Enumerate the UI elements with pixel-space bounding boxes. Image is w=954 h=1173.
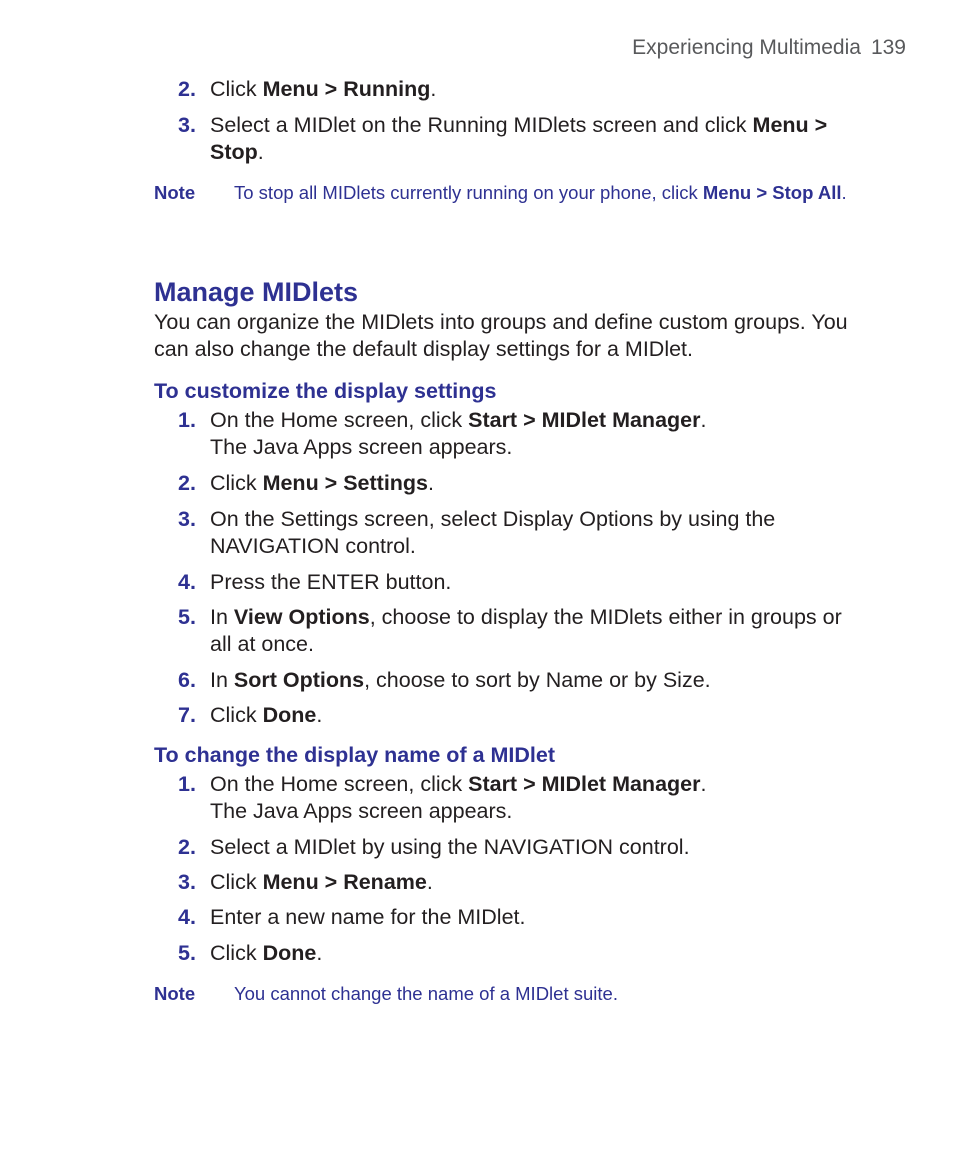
step-number: 3. — [178, 113, 196, 137]
step-text: On the Home screen, click Start > MIDlet Manager. The Java Apps screen appears. — [210, 772, 707, 823]
step-number: 4. — [178, 905, 196, 929]
step-number: 2. — [178, 77, 196, 101]
step-number: 1. — [178, 772, 196, 796]
list-item — [178, 112, 828, 164]
list-item — [178, 470, 434, 497]
step-text: Click Done. — [210, 703, 323, 727]
step-text: Click Menu > Settings. — [210, 471, 434, 495]
note-text: You cannot change the name of a MIDlet suite. — [234, 983, 618, 1004]
step-text: Click Menu > Running. — [210, 77, 437, 101]
note — [154, 181, 847, 205]
list-item — [178, 869, 433, 896]
list-item — [178, 940, 323, 967]
note — [154, 982, 618, 1006]
list-item — [178, 569, 452, 596]
step-number: 3. — [178, 870, 196, 894]
step-number: 2. — [178, 835, 196, 859]
step-number: 6. — [178, 668, 196, 692]
note-label: Note — [154, 983, 196, 1004]
note-text: To stop all MIDlets currently running on your phone, click Menu > Stop All. — [234, 182, 847, 203]
step-text: Click Menu > Rename. — [210, 870, 433, 894]
list-item — [178, 76, 437, 103]
step-text: Click Done. — [210, 941, 323, 965]
step-number: 7. — [178, 703, 196, 727]
step-number: 5. — [178, 941, 196, 965]
list-item — [178, 407, 707, 459]
step-number: 5. — [178, 605, 196, 629]
list-item — [178, 702, 323, 729]
list-item — [178, 667, 711, 694]
step-number: 4. — [178, 570, 196, 594]
section-intro: You can organize the MIDlets into groups and define custom groups. You can also change the default display settings for a MIDlet. — [154, 310, 848, 361]
step-text: In Sort Options, choose to sort by Name or by Size. — [210, 668, 711, 692]
section-title: Manage MIDlets — [154, 277, 359, 307]
step-text: On the Settings screen, select Display Options by using the NAVIGATION control. — [210, 507, 776, 558]
step-text: Enter a new name for the MIDlet. — [210, 905, 526, 929]
list-item — [178, 604, 842, 656]
page-number: 139 — [870, 36, 906, 59]
procedure-heading: To customize the display settings — [154, 379, 497, 403]
list-item — [178, 506, 776, 558]
header-section-title: Experiencing Multimedia — [632, 36, 861, 59]
step-number: 2. — [178, 471, 196, 495]
list-item — [178, 771, 707, 823]
list-item — [178, 904, 526, 931]
step-number: 3. — [178, 507, 196, 531]
step-text: Press the ENTER button. — [210, 570, 452, 594]
step-text: Select a MIDlet on the Running MIDlets screen and click Menu > Stop. — [210, 113, 828, 164]
step-text: Select a MIDlet by using the NAVIGATION control. — [210, 835, 690, 859]
list-item — [178, 834, 690, 861]
step-number: 1. — [178, 408, 196, 432]
procedure-heading: To change the display name of a MIDlet — [154, 743, 556, 767]
step-text: In View Options, choose to display the MIDlets either in groups or all at once. — [210, 605, 842, 656]
note-label: Note — [154, 182, 196, 203]
step-text: On the Home screen, click Start > MIDlet Manager. The Java Apps screen appears. — [210, 408, 707, 459]
running-header — [632, 36, 906, 60]
